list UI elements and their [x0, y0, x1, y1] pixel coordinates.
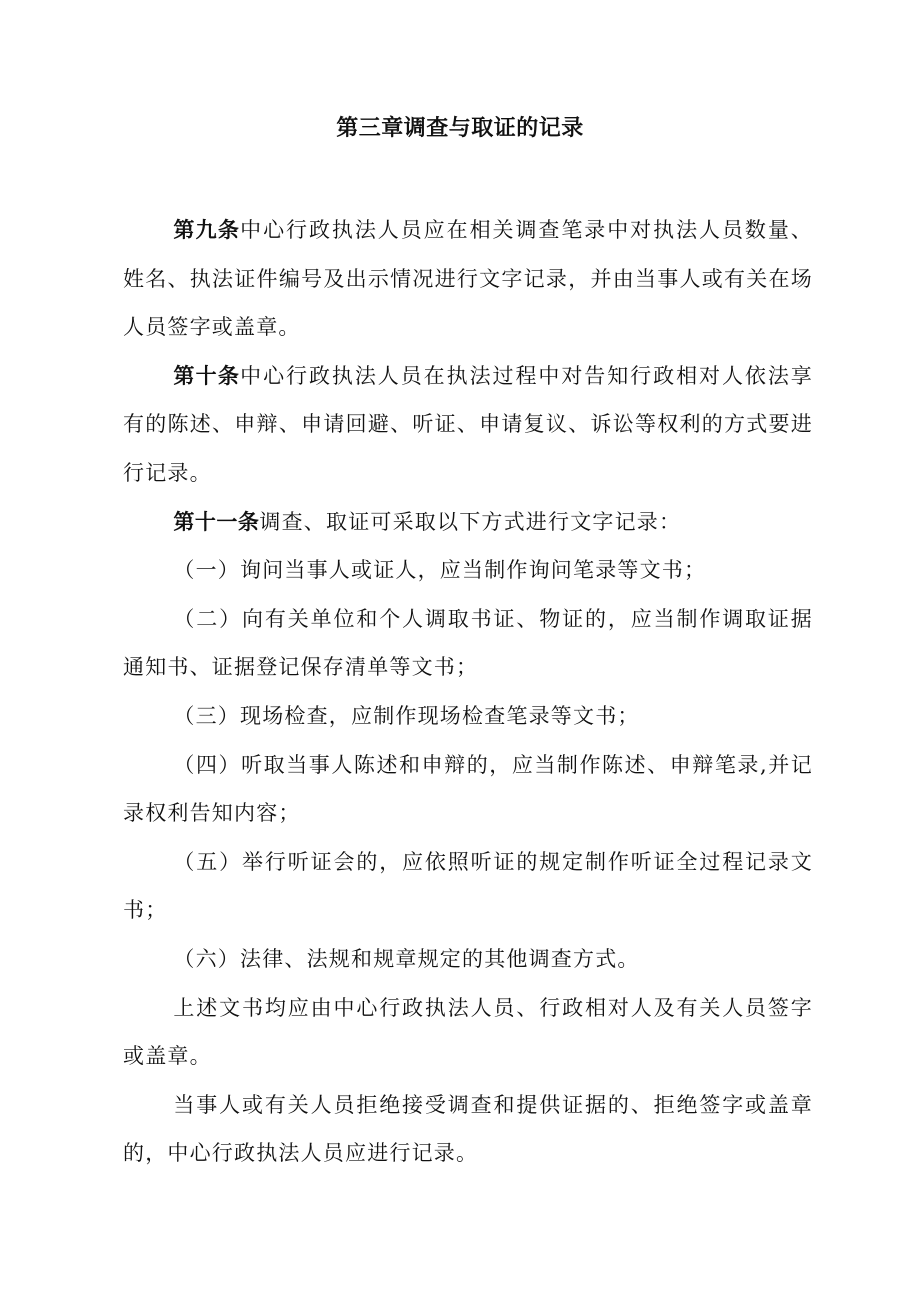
article-11-text: 调查、取证可采取以下方式进行文字记录：	[259, 509, 682, 534]
article-9-lead: 第九条	[173, 217, 241, 242]
list-item-1: （一）询问当事人或证人，应当制作询问笔录等文书；	[173, 558, 707, 583]
closing-paragraph-2: 当事人或有关人员拒绝接受调查和提供证据的、拒绝签字或盖章的，中心行政执法人员应进行记录。	[123, 1092, 813, 1166]
article-10	[123, 352, 813, 498]
list-item-4: （四）听取当事人陈述和申辩的，应当制作陈述、申辩笔录,并记录权利告知内容；	[123, 752, 813, 826]
list-item-2: （二）向有关单位和个人调取书证、物证的，应当制作调取证据通知书、证据登记保存清单等文书；	[123, 606, 813, 680]
article-10-lead: 第十条	[173, 362, 241, 388]
chapter-title: 第三章调查与取证的记录	[336, 115, 584, 141]
article-11-lead: 第十一条	[173, 508, 260, 534]
article-11	[123, 498, 813, 547]
list-item-5: （五）举行听证会的，应依照听证的规定制作听证全过程记录文书；	[123, 849, 813, 923]
list-item-6: （六）法律、法规和规章规定的其他调查方式。	[173, 946, 640, 971]
list-item-3: （三）现场检查，应制作现场检查笔录等文书；	[173, 703, 640, 728]
document-body	[123, 206, 813, 1178]
article-9	[123, 206, 813, 352]
article-10-text: 中心行政执法人员在执法过程中对告知行政相对人依法享有的陈述、申辩、申请回避、听证、申请复议、诉讼等权利的方式要进行记录。	[123, 363, 813, 485]
article-9-text: 中心行政执法人员应在相关调查笔录中对执法人员数量、姓名、执法证件编号及出示情况进行文字记录，并由当事人或有关在场人员签字或盖章。	[123, 218, 813, 340]
closing-paragraph-1: 上述文书均应由中心行政执法人员、行政相对人及有关人员签字或盖章。	[123, 995, 813, 1069]
